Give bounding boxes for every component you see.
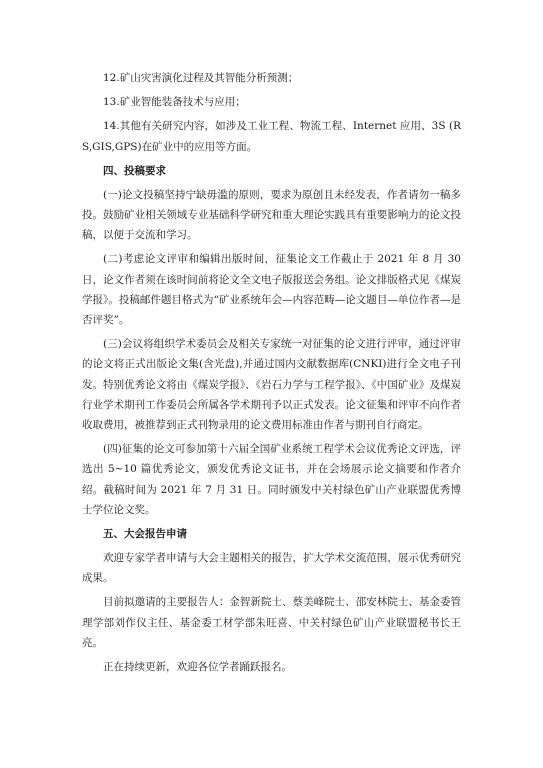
section-heading-report: 五、大会报告申请 <box>103 528 187 541</box>
section-heading-submission: 四、投稿要求 <box>103 164 166 177</box>
submission-paragraph-2: (二)考虑论文评审和编辑出版时间，征集论文工作截止于 2021 年 8 月 30 日，论文作者须在该时间前将论文全文电子版报送会务组。论文排版格式见《煤炭学报》。投稿邮件题目格式为“矿业系统年会—内容范畴—论文题目—单位作者—是否评奖”。 <box>82 253 461 327</box>
topic-item-12: 12.矿山灾害演化过程及其智能分析预测； <box>103 72 299 84</box>
submission-paragraph-4: (四)征集的论文可参加第十六届全国矿业系统工程学术会议优秀论文评选，评选出 5~10 篇优秀论文，颁发优秀论文证书，并在会场展示论文摘要和作者介绍。截稿时间为 2021 年 7 月 31 日。同时颁发中关村绿色矿山产业联盟优秀博士学位论文奖。 <box>82 443 461 516</box>
submission-paragraph-1: (一)论文投稿坚持宁缺毋滥的原则，要求为原创且未经发表，作者请勿一稿多投。鼓励矿业相关领域专业基础科学研究和重大理论实践具有重要影响力的论文投稿，以便于交流和学习。 <box>82 188 461 242</box>
topic-item-14: 14.其他有关研究内容，如涉及工业工程、物流工程、Internet 应用、3S (RS,GIS,GPS)在矿业中的应用等方面。 <box>82 120 461 153</box>
topic-item-13: 13.矿业智能装备技术与应用； <box>103 96 246 109</box>
report-paragraph-1: 欢迎专家学者申请与大会主题相关的报告，扩大学术交流范围，展示优秀研究成果。 <box>82 552 461 585</box>
report-paragraph-3: 正在持续更新，欢迎各位学者踊跃报名。 <box>103 661 292 674</box>
report-paragraph-2: 目前拟邀请的主要报告人：金智新院士、蔡美峰院士、邵安林院士、基金委管理学部刘作仪主任、基金委工材学部朱旺喜、中关村绿色矿山产业联盟秘书长王亮。 <box>82 596 461 649</box>
submission-paragraph-3: (三)会议将组织学术委员会及相关专家统一对征集的论文进行评审，通过评审的论文将正式出版论文集(含光盘),并通过国内文献数据库(CNKI)进行全文电子刊发。特别优秀论文将由《煤炭学报》、《岩石力学与工程学报》、《中国矿业》及煤炭行业学术期刊工作委员会所属各学术期刊予以正式发表。论文征集和评审不向作者收取费用，被推荐到正式刊物录用的论文费用标准由作者与期刊自行商定。 <box>82 338 461 432</box>
